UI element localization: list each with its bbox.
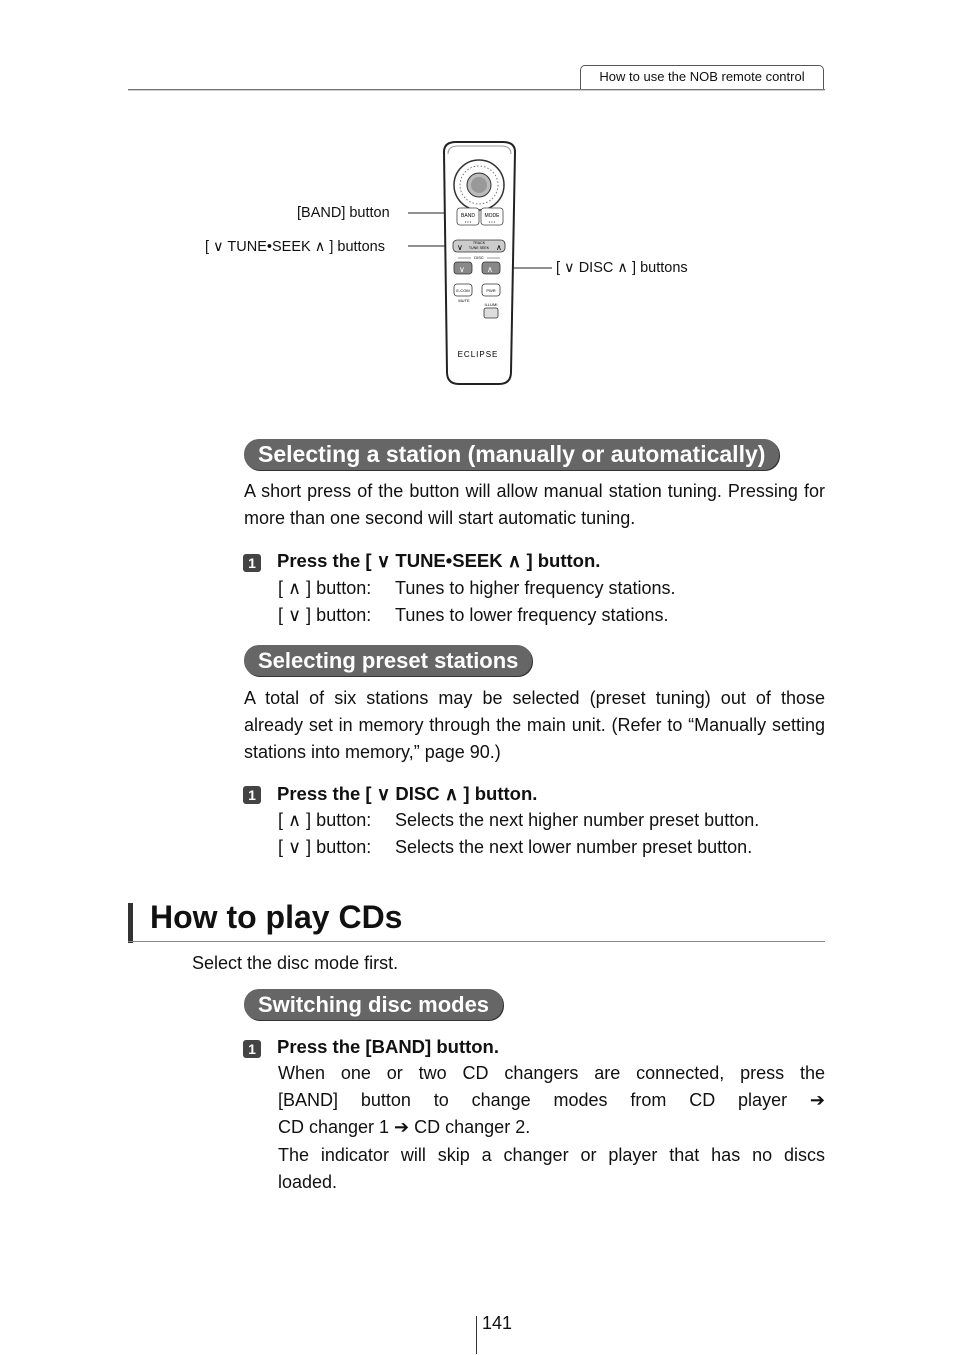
callout-disc-buttons: [ ∨ DISC ∧ ] buttons [556,260,688,276]
remote-brand-label: ECLIPSE [457,350,499,359]
callout-tune-seek-buttons: [ ∨ TUNE•SEEK ∧ ] buttons [205,239,385,255]
step-title-station: Press the [ ∨ TUNE•SEEK ∧ ] button. [277,550,601,571]
cds-body-line-5: loaded. [278,1172,338,1192]
station-line-up-key: [ ∧ ] button: [278,578,372,598]
remote-disc-label: DISC [474,255,484,260]
remote-illumi-button [484,308,498,318]
page-number: 141 [482,1313,513,1333]
heading-rule [128,941,825,942]
step-number-station: 1 [243,554,261,572]
remote-pwr-label: PWR [486,288,496,293]
svg-text:• • •: • • • [488,219,496,224]
remote-mode-label: MODE [484,213,500,219]
preset-line-up-key: [ ∧ ] button: [278,810,372,830]
station-line-up-value: Tunes to higher frequency stations. [395,578,676,598]
svg-text:∧: ∧ [496,243,502,252]
heading-bar [128,903,133,943]
preset-paragraph: A total of six stations may be selected (preset tuning) out of those already set in memory through the main unit. (Refer to “Manually setting stations into memory,” page 90.) [244,688,825,762]
step-title-band: Press the [BAND] button. [277,1036,499,1057]
preset-line-down-key: [ ∨ ] button: [278,837,372,857]
station-line-down-value: Tunes to lower frequency stations. [395,605,669,625]
svg-text:• • •: • • • [464,219,472,224]
section-title-switching: Switching disc modes [244,989,503,1020]
cds-body-line-2: [BAND] button to change modes from CD player ➔ [278,1090,825,1110]
station-paragraph: A short press of the button will allow manual station tuning. Pressing for more than one second will start automatic tuning. [244,481,825,528]
remote-band-label: BAND [461,213,475,219]
header-rule [128,89,825,91]
svg-text:∨: ∨ [459,265,465,274]
svg-text:∨: ∨ [457,243,463,252]
step-number-band: 1 [243,1040,261,1058]
section-title-station: Selecting a station (manually or automatically) [244,439,779,470]
header-section-tab: How to use the NOB remote control [580,65,824,89]
remote-illumi-label: ILLUMI [484,302,498,307]
cds-body-line-1: When one or two CD changers are connected, press the [278,1063,825,1083]
remote-mute-label: MUTE [458,298,470,303]
page-number-bar [476,1316,477,1354]
page-heading: How to play CDs [150,899,403,935]
remote-ecom-label: E-COM [456,288,470,293]
step-number-preset: 1 [243,786,261,804]
step-title-preset: Press the [ ∨ DISC ∧ ] button. [277,783,538,804]
cds-body-line-4: The indicator will skip a changer or player that has no discs [278,1145,825,1165]
callout-band-button: [BAND] button [297,205,390,221]
station-line-down-key: [ ∨ ] button: [278,605,372,625]
remote-track-label: TRACK [472,241,486,245]
section-title-preset: Selecting preset stations [244,645,532,676]
cds-body-line-3: CD changer 1 ➔ CD changer 2. [278,1117,531,1137]
remote-tune-seek-label: TUNE SEEK [468,246,490,250]
preset-line-up-value: Selects the next higher number preset button. [395,810,760,830]
preset-line-down-value: Selects the next lower number preset button. [395,837,753,857]
cds-intro: Select the disc mode first. [192,953,399,973]
svg-text:∧: ∧ [487,265,493,274]
